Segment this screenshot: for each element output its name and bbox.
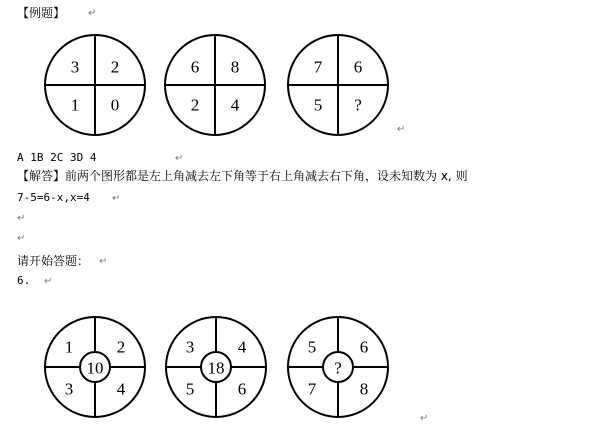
- circle-number: 6: [190, 57, 200, 77]
- circle-number: 5: [313, 95, 323, 115]
- circle-number: 4: [237, 337, 247, 357]
- circle-number: 8: [230, 57, 240, 77]
- circle-number: 3: [70, 57, 80, 77]
- circle-number: ?: [354, 95, 362, 115]
- answer-line-2: 7-5=6-x,x=4: [17, 191, 90, 204]
- circle-number: 2: [190, 95, 200, 115]
- circle-number: 6: [237, 379, 247, 399]
- answer-options: A 1B 2C 3D 4: [17, 151, 97, 164]
- start-prompt: 请开始答题：: [17, 254, 90, 268]
- circle-number: 7: [307, 379, 317, 399]
- paragraph-mark: ↵: [44, 276, 53, 287]
- circle-number: 1: [64, 337, 74, 357]
- paragraph-mark: ↵: [17, 233, 26, 244]
- circle-number: 0: [110, 95, 120, 115]
- circle-number: 3: [185, 337, 195, 357]
- paragraph-mark: ↵: [420, 413, 429, 424]
- circle-number: 5: [307, 337, 317, 357]
- answer-explanation: 前两个图形都是左上角减去左下角等于右上角减去右下角，设未知数为 x, 则: [65, 169, 468, 183]
- circle-number: 6: [359, 337, 369, 357]
- center-number: 18: [207, 358, 225, 378]
- circle-number: 4: [230, 95, 240, 115]
- paragraph-mark: ↵: [112, 193, 121, 204]
- paragraph-mark: ↵: [175, 153, 184, 164]
- circle-number: 6: [353, 57, 363, 77]
- circle-number: 3: [64, 379, 74, 399]
- circle-number: 1: [70, 95, 80, 115]
- example-heading: 【例题】: [17, 6, 66, 20]
- paragraph-mark: ↵: [88, 8, 97, 19]
- paragraph-mark: ↵: [397, 124, 406, 135]
- circle-number: 5: [185, 379, 195, 399]
- circle-number: 2: [110, 57, 120, 77]
- circle-number: 2: [116, 337, 126, 357]
- center-number: 10: [86, 358, 104, 378]
- circle-number: 4: [116, 379, 126, 399]
- circle-number: 7: [313, 57, 323, 77]
- answer-heading: 【解答】: [17, 169, 66, 183]
- paragraph-mark: ↵: [17, 213, 26, 224]
- center-number: ?: [334, 358, 342, 378]
- question-number: 6.: [17, 274, 31, 287]
- paragraph-mark: ↵: [99, 256, 108, 267]
- circle-number: 8: [359, 379, 369, 399]
